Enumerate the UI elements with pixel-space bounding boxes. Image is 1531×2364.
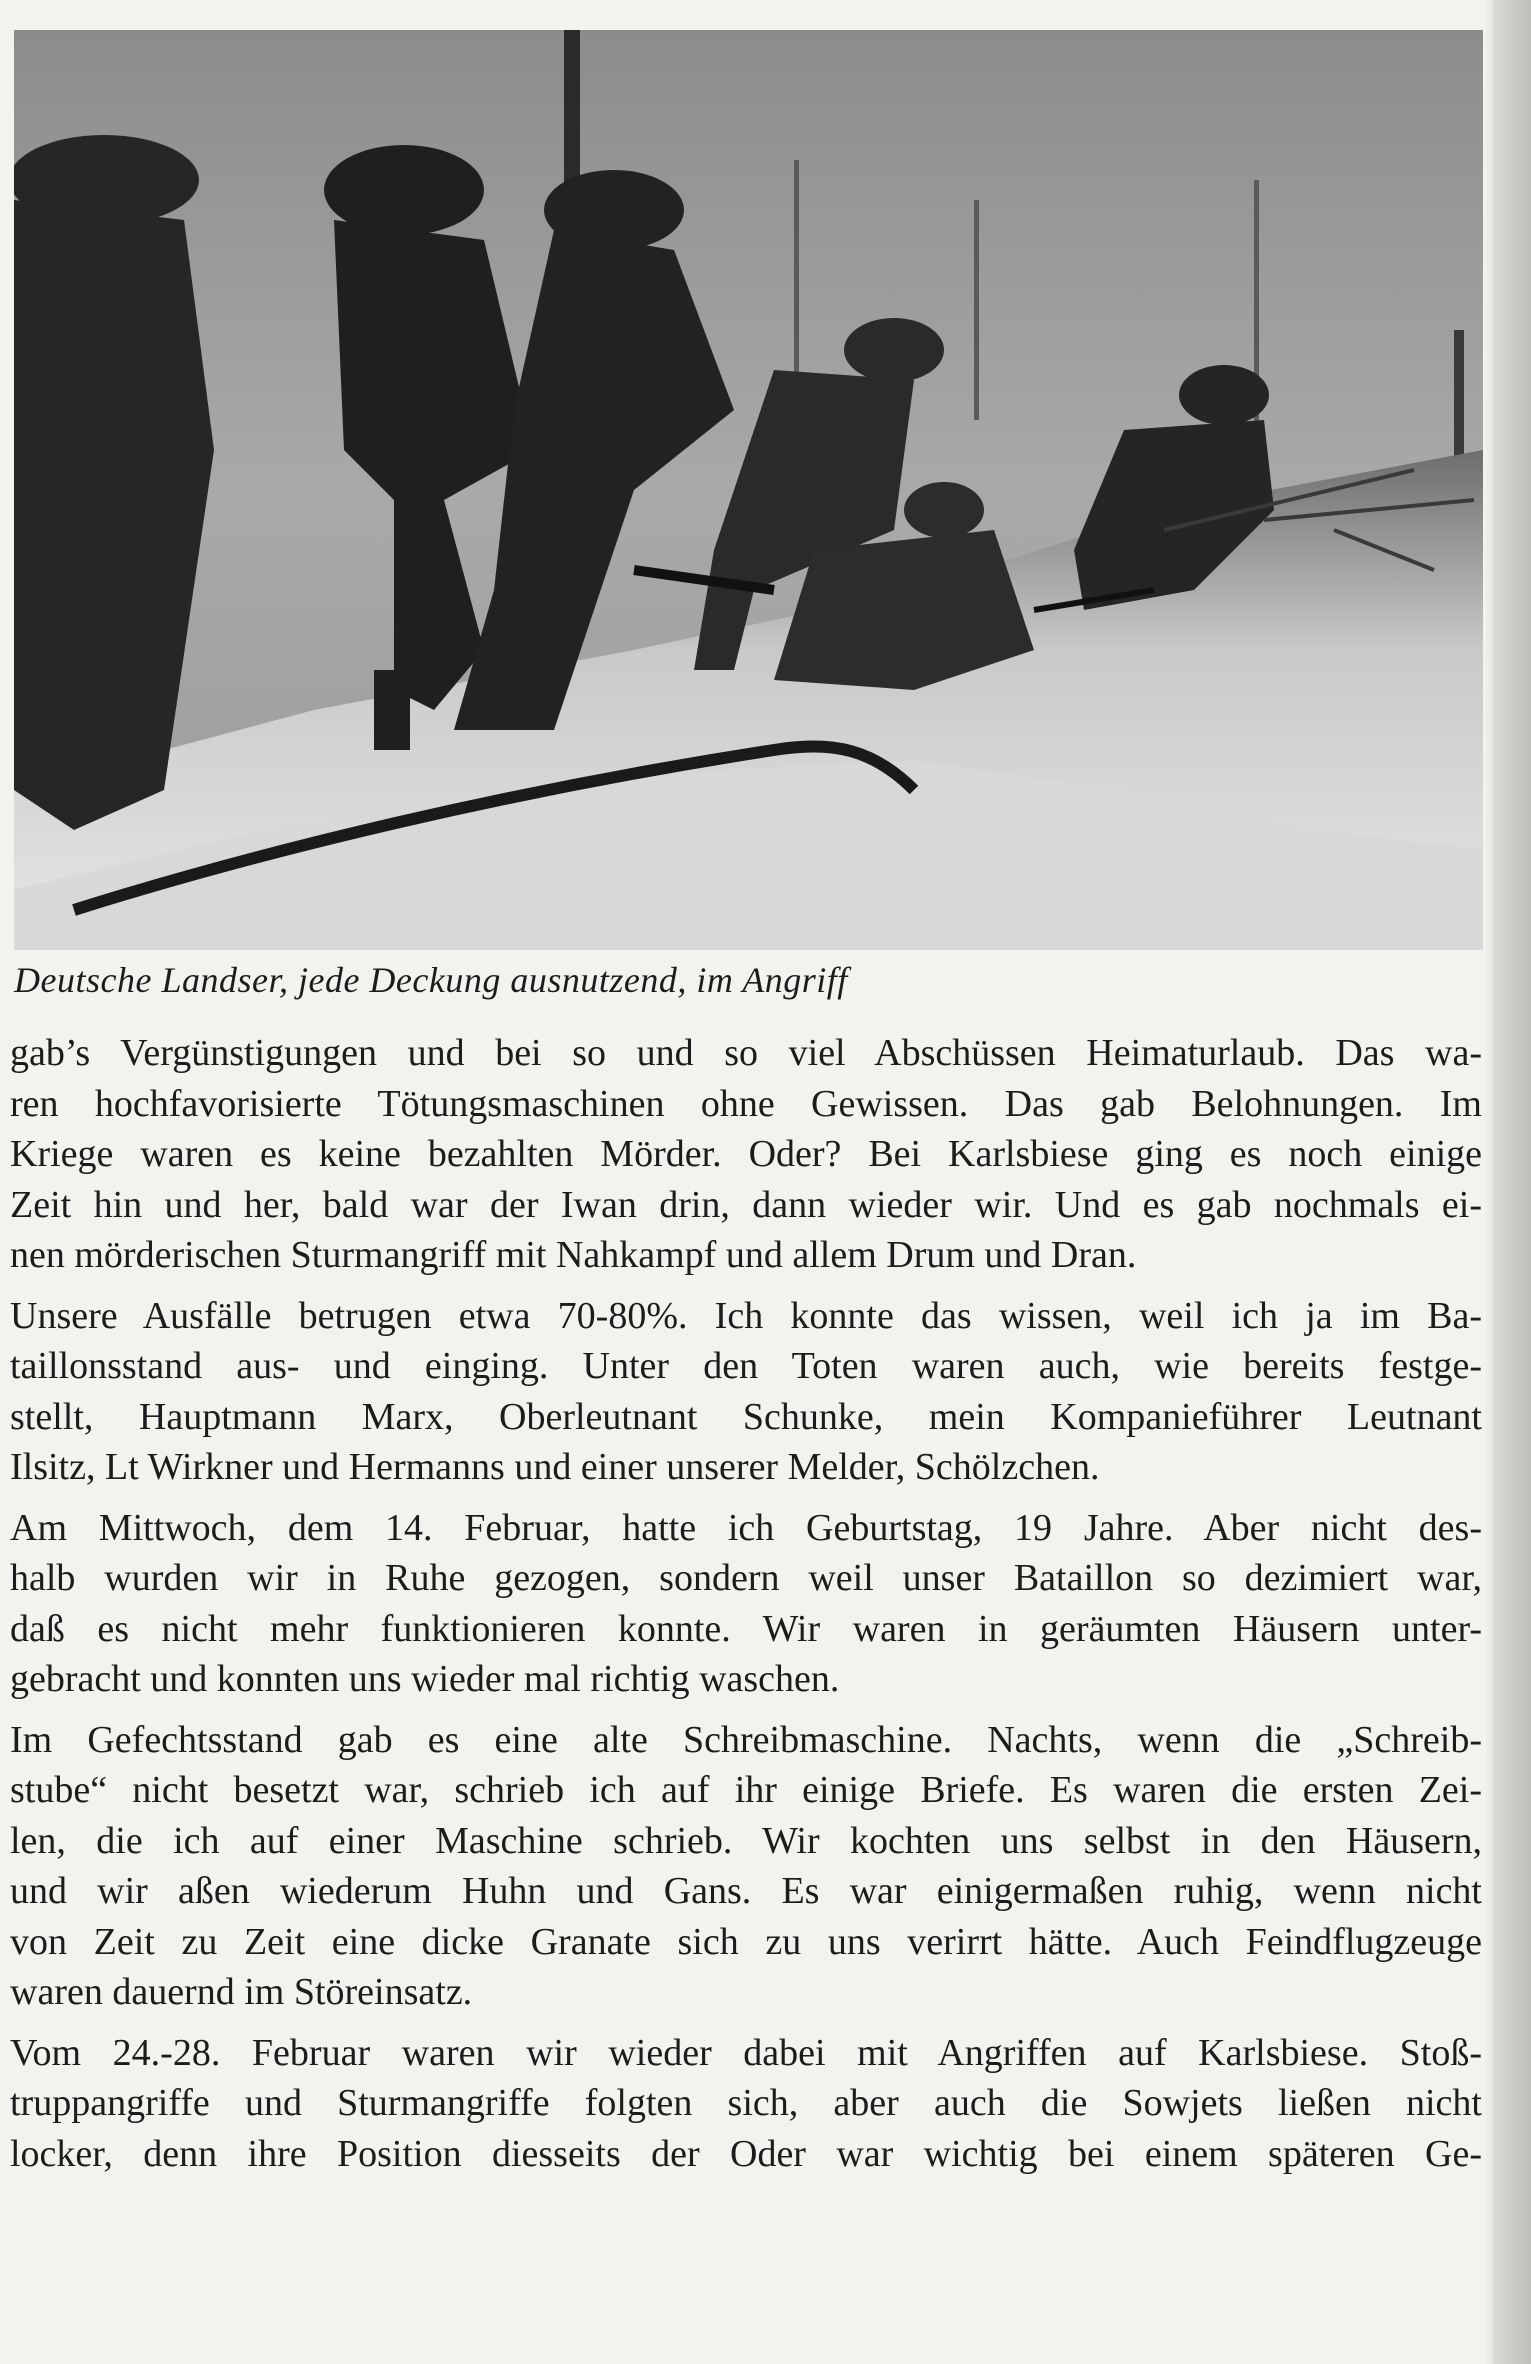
paragraph-3 bbox=[10, 1503, 1482, 1705]
text-line: waren dauernd im Störeinsatz. bbox=[10, 1971, 473, 2013]
text-line: Am Mittwoch, dem 14. Februar, hatte ich Geburtstag, 19 Jahre. Aber nicht des- bbox=[10, 1506, 1482, 1549]
text-line: Im Gefechtsstand gab es eine alte Schreibmaschine. Nachts, wenn die „Schreib- bbox=[10, 1718, 1482, 1761]
text-line: daß es nicht mehr funktionieren konnte. Wir waren in geräumten Häusern unter- bbox=[10, 1607, 1482, 1650]
text-line: truppangriffe und Sturmangriffe folgten sich, aber auch die Sowjets ließen nicht bbox=[10, 2082, 1482, 2124]
text-line: und wir aßen wiederum Huhn und Gans. Es war einigermaßen ruhig, wenn nicht bbox=[10, 1870, 1482, 1912]
text-line: taillonsstand aus- und einging. Unter den Toten waren auch, wie bereits festge- bbox=[10, 1345, 1482, 1387]
war-photo-soldiers-icon bbox=[14, 30, 1483, 950]
text-line: Vom 24.-28. Februar waren wir wieder dabei mit Angriffen auf Karlsbiese. Stoß- bbox=[10, 2031, 1482, 2074]
text-line: len, die ich auf einer Maschine schrieb. Wir kochten uns selbst in den Häusern, bbox=[10, 1819, 1482, 1862]
paragraph-4 bbox=[10, 1715, 1482, 2018]
text-line: stellt, Hauptmann Marx, Oberleutnant Schunke, mein Kompanieführer Leutnant bbox=[10, 1395, 1482, 1438]
text-line: Zeit hin und her, bald war der Iwan drin, dann wieder wir. Und es gab nochmals ei- bbox=[10, 1183, 1482, 1226]
paragraph-5 bbox=[10, 2028, 1482, 2180]
text-line: stube“ nicht besetzt war, schrieb ich auf ihr einige Briefe. Es waren die ersten Zei- bbox=[10, 1769, 1482, 1811]
text-line: Ilsitz, Lt Wirkner und Hermanns und einer unserer Melder, Schölzchen. bbox=[10, 1446, 1100, 1488]
body-text bbox=[10, 1028, 1482, 2189]
text-line: von Zeit zu Zeit eine dicke Granate sich zu uns verirrt hätte. Auch Feindflugzeuge bbox=[10, 1920, 1482, 1963]
text-line: nen mörderischen Sturmangriff mit Nahkampf und allem Drum und Dran. bbox=[10, 1234, 1137, 1276]
text-line: locker, denn ihre Position diesseits der Oder war wichtig bei einem späteren Ge- bbox=[10, 2132, 1482, 2175]
page-gutter bbox=[1493, 0, 1531, 2364]
text-line: Unsere Ausfälle betrugen etwa 70-80%. Ich konnte das wissen, weil ich ja im Ba- bbox=[10, 1294, 1482, 1337]
war-photo bbox=[14, 30, 1483, 950]
paragraph-2 bbox=[10, 1291, 1482, 1493]
text-line: halb wurden wir in Ruhe gezogen, sondern weil unser Bataillon so dezimiert war, bbox=[10, 1557, 1482, 1599]
photo-caption: Deutsche Landser, jede Deckung ausnutzend, im Angriff bbox=[14, 960, 848, 1000]
text-line: Kriege waren es keine bezahlten Mörder. Oder? Bei Karlsbiese ging es noch einige bbox=[10, 1133, 1482, 1175]
text-line: gebracht und konnten uns wieder mal richtig waschen. bbox=[10, 1658, 840, 1700]
paragraph-1 bbox=[10, 1028, 1482, 1281]
text-line: ren hochfavorisierte Tötungsmaschinen ohne Gewissen. Das gab Belohnungen. Im bbox=[10, 1082, 1482, 1125]
text-line: gab’s Vergünstigungen und bei so und so viel Abschüssen Heimaturlaub. Das wa- bbox=[10, 1032, 1482, 1074]
